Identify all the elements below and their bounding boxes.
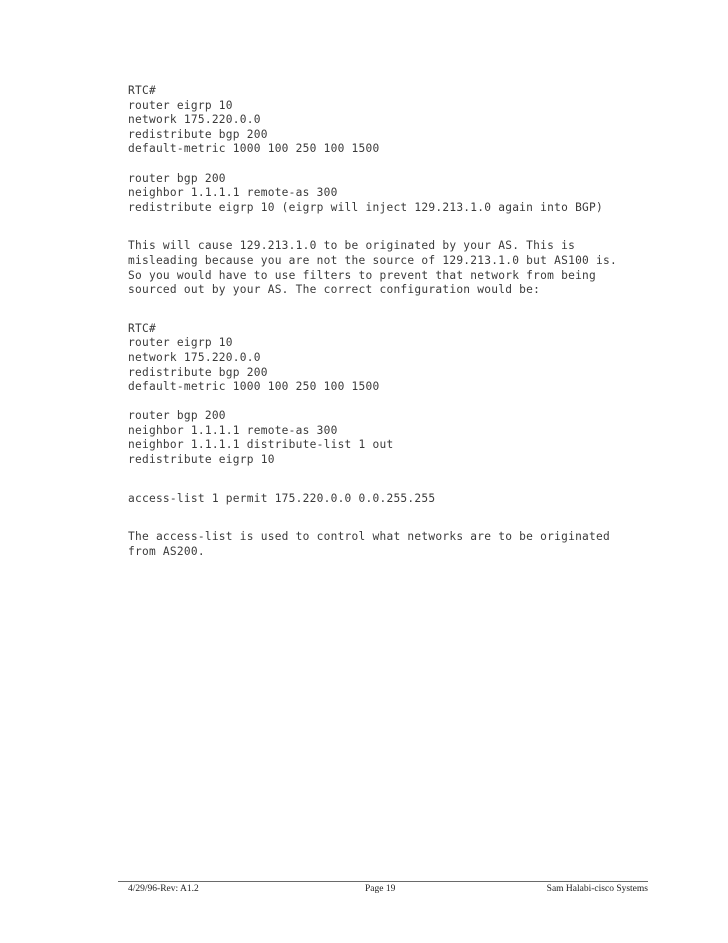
code-line: network 175.220.0.0 [128,113,261,127]
code-line: redistribute eigrp 10 [128,453,275,467]
code-line: default-metric 1000 100 250 100 1500 [128,142,380,156]
footer-revision: 4/29/96-Rev: A1.2 [128,884,199,894]
text-line: from AS200. [128,544,205,558]
code-line: redistribute bgp 200 [128,127,268,141]
code-line: neighbor 1.1.1.1 remote-as 300 [128,423,338,437]
explanation-paragraph [128,239,688,297]
text-line: This will cause 129.213.1.0 to be originated by your AS. This is [128,239,576,253]
text-line: So you would have to use filters to prevent that network from being [128,268,597,282]
page-content [128,84,688,559]
text-line: sourced out by your AS. The correct configuration would be: [128,283,541,297]
spacer [128,157,688,172]
footer-page-number: Page 19 [365,884,396,894]
code-line: router bgp 200 [128,171,226,185]
footer-divider [118,881,648,882]
code-line: router bgp 200 [128,409,226,423]
code-line: neighbor 1.1.1.1 remote-as 300 [128,186,338,200]
code-line: neighbor 1.1.1.1 distribute-list 1 out [128,438,394,452]
spacer [128,506,688,530]
access-list-block [128,492,688,507]
spacer [128,298,688,322]
code-line: default-metric 1000 100 250 100 1500 [128,380,380,394]
spacer [128,215,688,239]
config-block-bgp-2 [128,409,688,467]
text-line: The access-list is used to control what networks are to be originated [128,530,610,544]
code-line: redistribute bgp 200 [128,365,268,379]
spacer [128,468,688,492]
footer-author: Sam Halabi-cisco Systems [546,884,648,894]
code-line: router eigrp 10 [128,336,233,350]
code-line: access-list 1 permit 175.220.0.0 0.0.255.255 [128,491,436,505]
config-block-bgp-1 [128,172,688,216]
code-line: RTC# [128,84,156,97]
code-line: router eigrp 10 [128,98,233,112]
code-line: RTC# [128,321,156,335]
text-line: misleading because you are not the source of 129.213.1.0 but AS100 is. [128,253,617,267]
config-block-rtc-1 [128,84,688,157]
code-line: redistribute eigrp 10 (eigrp will inject 129.213.1.0 again into BGP) [128,200,604,214]
config-block-rtc-2 [128,322,688,395]
spacer [128,395,688,410]
closing-paragraph [128,530,688,559]
code-line: network 175.220.0.0 [128,350,261,364]
